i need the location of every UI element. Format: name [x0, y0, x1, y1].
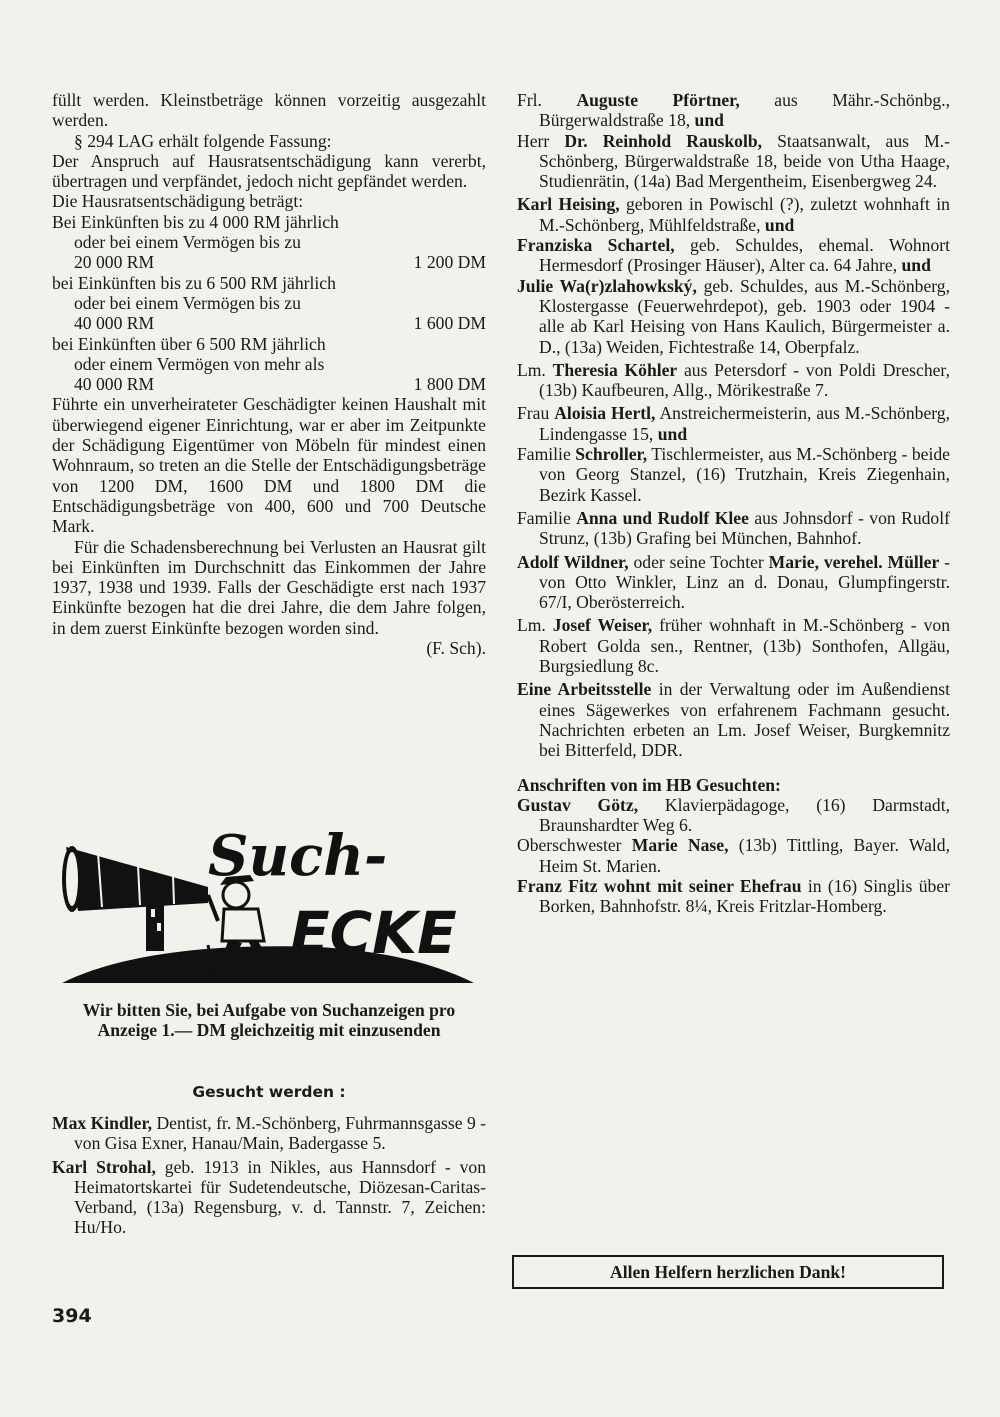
paragraph-amounts-intro: Die Hausratsentschädigung beträgt:	[52, 191, 304, 212]
entry-prefix: Familie	[517, 507, 571, 528]
entry-conjunction: und	[901, 255, 931, 276]
entry-prefix: Familie	[517, 444, 571, 465]
entry-name: Dr. Reinhold Rauskolb,	[564, 130, 763, 151]
logo-block-text: ECKE	[290, 899, 457, 967]
tier1-amount: 20 000 RM	[74, 252, 155, 273]
tier2-amount: 40 000 RM	[74, 313, 155, 334]
search-entry	[517, 444, 950, 505]
entry-name: Eine Arbeitsstelle	[517, 679, 652, 700]
gesucht-heading: Gesucht werden :	[192, 1083, 346, 1101]
entry-name: Karl Strohal,	[52, 1156, 156, 1177]
entry-name: Adolf Wildner,	[517, 551, 629, 572]
page-number: 394	[52, 1305, 92, 1327]
search-entry	[517, 552, 950, 613]
tier2-line-b: oder bei einem Vermögen bis zu	[74, 292, 301, 313]
search-entry	[517, 131, 950, 192]
entry-conjunction: und	[764, 214, 795, 235]
tier3-line-a: bei Einkünften über 6 500 RM jährlich	[52, 333, 326, 354]
tier3-row	[52, 374, 486, 394]
entry-text: geb. 1913 in Nikles, aus Hannsdorf - von Heimatortskartei für Sudetendeutsche, Diözesan-Caritas-Verband, (13a) Regensburg, v. d. Tannstr. 7, Zeichen: Hu/Ho.	[74, 1156, 486, 1238]
entry-name: Franziska Schartel,	[517, 235, 675, 256]
search-entry	[52, 1157, 486, 1238]
search-entry	[517, 508, 950, 549]
tier3-amount: 40 000 RM	[74, 374, 155, 395]
address-entry	[517, 876, 950, 917]
entry-name: Gustav Götz,	[517, 794, 639, 815]
entry-prefix: Lm.	[517, 359, 546, 380]
entry-name: Schroller,	[575, 444, 648, 465]
logo-script-text: Such-	[208, 825, 388, 889]
right-column	[517, 90, 950, 917]
tier1-value: 1 200 DM	[413, 252, 486, 273]
entry-text: geb. Schuldes, aus M.-Schönberg, Klostergasse (Feuerwehrdepot), geb. 1903 oder 1904 - alle ab Karl Heising von Hans Kaulich, Bürgermeister a. D., (13a) Weiden, Fichtestraße 14, Oberpfalz.	[539, 275, 950, 357]
tier1-row	[52, 252, 486, 272]
entry-name: Marie Nase,	[631, 835, 729, 856]
search-entry	[517, 615, 950, 676]
tier3-line-b: oder einem Vermögen von mehr als	[74, 353, 325, 374]
tier2-row	[52, 313, 486, 333]
search-entry	[517, 403, 950, 444]
entry-text: oder seine Tochter	[633, 551, 764, 572]
entry-text: Klavierpädagoge, (16) Darmstadt, Braunshardter Weg 6.	[539, 794, 951, 836]
entry-name: Karl Heising,	[517, 194, 620, 215]
entry-conjunction: und	[657, 423, 688, 444]
anschriften-heading: Anschriften von im HB Gesuchten:	[517, 774, 781, 795]
search-entry	[517, 679, 950, 760]
entry-text: früher wohnhaft in M.-Schönberg - von Robert Golda sen., Rentner, (13b) Sonthofen, Allgäu, Burgsiedlung 8c.	[539, 615, 950, 677]
entry-text: Dentist, fr. M.-Schönberg, Fuhrmannsgasse 9 - von Gisa Exner, Hanau/Main, Badergasse 5.	[74, 1113, 486, 1154]
search-entry	[517, 276, 950, 357]
entry-name: Julie Wa(r)zlahowkský,	[517, 275, 697, 296]
left-search-entries	[52, 1113, 486, 1241]
search-entry	[517, 194, 950, 235]
entry-text: geb. Schuldes, ehemal. Wohnort Hermesdorf (Prosinger Häuser), Alter ca. 64 Jahre,	[539, 235, 951, 276]
entry-text: geboren in Powischl (?), zuletzt wohnhaft in M.-Schönberg, Mühlfeldstraße,	[539, 194, 950, 235]
tier3-value: 1 800 DM	[413, 374, 486, 395]
entry-prefix: Frau	[517, 403, 550, 424]
search-entry	[517, 360, 950, 401]
entry-text: in der Verwaltung oder im Außendienst eines Sägewerkes von erfahrenem Fachmann gesucht. Nachrichten erbeten an Lm. Josef Weiser, Burgkemnitz bei Bitterfeld, DDR.	[539, 679, 951, 761]
tier2-line-a: bei Einkünften bis zu 6 500 RM jährlich	[52, 272, 336, 293]
thanks-box: Allen Helfern herzlichen Dank!	[512, 1255, 944, 1289]
paragraph-continuation: füllt werden. Kleinstbeträge können vorzeitig ausgezahlt werden.	[52, 90, 486, 131]
entry-text: aus Petersdorf - von Poldi Drescher, (13b) Kaufbeuren, Allg., Mörikestraße 7.	[539, 359, 950, 401]
entry-name: Josef Weiser,	[552, 615, 653, 636]
entry-text: Anstreichermeisterin, aus M.-Schönberg, Lindengasse 15,	[539, 403, 950, 444]
entry-name: Aloisia Hertl,	[554, 403, 656, 424]
such-ecke-logo	[58, 825, 478, 985]
paragraph-unmarried: Führte ein unverheirateter Geschädigter keinen Haushalt mit überwiegend eigener Einrichtung, war er aber im Zeitpunkte der Schädigung Eigentümer von Möbeln für mindest einen Wohnraum, so treten an die Stelle der Entschädigungsbeträge von 1200 DM, 1600 DM und 1800 DM die Entschädigungsbeträge von 400, 600 und 700 Deutsche Mark.	[52, 394, 486, 537]
appeal-notice: Wir bitten Sie, bei Aufgabe von Suchanzeigen pro Anzeige 1.— DM gleichzeitig mit einzusenden	[82, 1000, 456, 1040]
entry-name: Franz Fitz wohnt mit seiner Ehefrau	[517, 875, 802, 896]
entry-prefix: Frl.	[517, 90, 542, 110]
entry-text: aus Mähr.-Schönbg., Bürgerwaldstraße 18,	[539, 90, 950, 131]
entry-name: Anna und Rudolf Klee	[576, 507, 749, 528]
entry-text-secondary: - von Otto Winkler, Linz an d. Donau, Glumpfingerstr. 67/I, Oberösterreich.	[539, 551, 950, 613]
tier1-line-a: Bei Einkünften bis zu 4 000 RM jährlich	[52, 211, 339, 232]
entry-name: Auguste Pförtner,	[576, 90, 740, 110]
search-entry	[517, 90, 950, 131]
paragraph-calculation: Für die Schadensberechnung bei Verlusten an Hausrat gilt bei Einkünften im Durchschnitt das Einkommen der Jahre 1937, 1938 und 1939. Falls der Geschädigte erst nach 1937 Einkünfte bezogen hat die drei Jahre, die dem Jahre folgen, in dem zuerst Einkünfte bezogen worden sind.	[52, 536, 486, 638]
entry-name-secondary: Marie, verehel. Müller	[768, 551, 940, 572]
entry-text: Staatsanwalt, aus M.-Schönberg, Bürgerwaldstraße 18, beide von Utha Haage, Studienrätin, (14a) Bad Mergentheim, Eisenbergweg 24.	[539, 130, 950, 192]
entry-name: Theresia Köhler	[552, 359, 678, 380]
entry-prefix: Herr	[517, 130, 550, 151]
address-entry	[517, 835, 950, 876]
entry-prefix: Lm.	[517, 615, 546, 636]
tier1-line-b: oder bei einem Vermögen bis zu	[74, 232, 301, 253]
entry-text: Tischlermeister, aus M.-Schönberg - beide von Georg Stanzel, (16) Trutzhain, Kreis Ziegenhain, Bezirk Kassel.	[539, 444, 950, 505]
entry-text: in (16) Singlis über Borken, Bahnhofstr. 8¼, Kreis Fritzlar-Homberg.	[539, 875, 950, 917]
entry-text: (13b) Tittling, Bayer. Wald, Heim St. Marien.	[539, 835, 950, 876]
entry-conjunction: und	[694, 110, 724, 131]
entry-prefix: Oberschwester	[517, 835, 622, 856]
such-ecke-illustration	[58, 825, 478, 985]
search-entry	[52, 1113, 486, 1154]
paragraph-claim: Der Anspruch auf Hausratsentschädigung kann vererbt, übertragen und verpfändet, jedoch nicht gepfändet werden.	[52, 150, 486, 192]
entry-text: aus Johnsdorf - von Rudolf Strunz, (13b) Grafing bei München, Bahnhof.	[539, 507, 950, 549]
address-entry	[517, 795, 950, 836]
left-column	[52, 90, 486, 658]
paragraph-law-294: § 294 LAG erhält folgende Fassung:	[74, 130, 332, 151]
entry-name: Max Kindler,	[52, 1113, 153, 1133]
tier2-value: 1 600 DM	[413, 313, 486, 334]
author-signature: (F. Sch).	[426, 638, 486, 659]
search-entry	[517, 235, 950, 276]
telescope-icon	[62, 846, 208, 912]
